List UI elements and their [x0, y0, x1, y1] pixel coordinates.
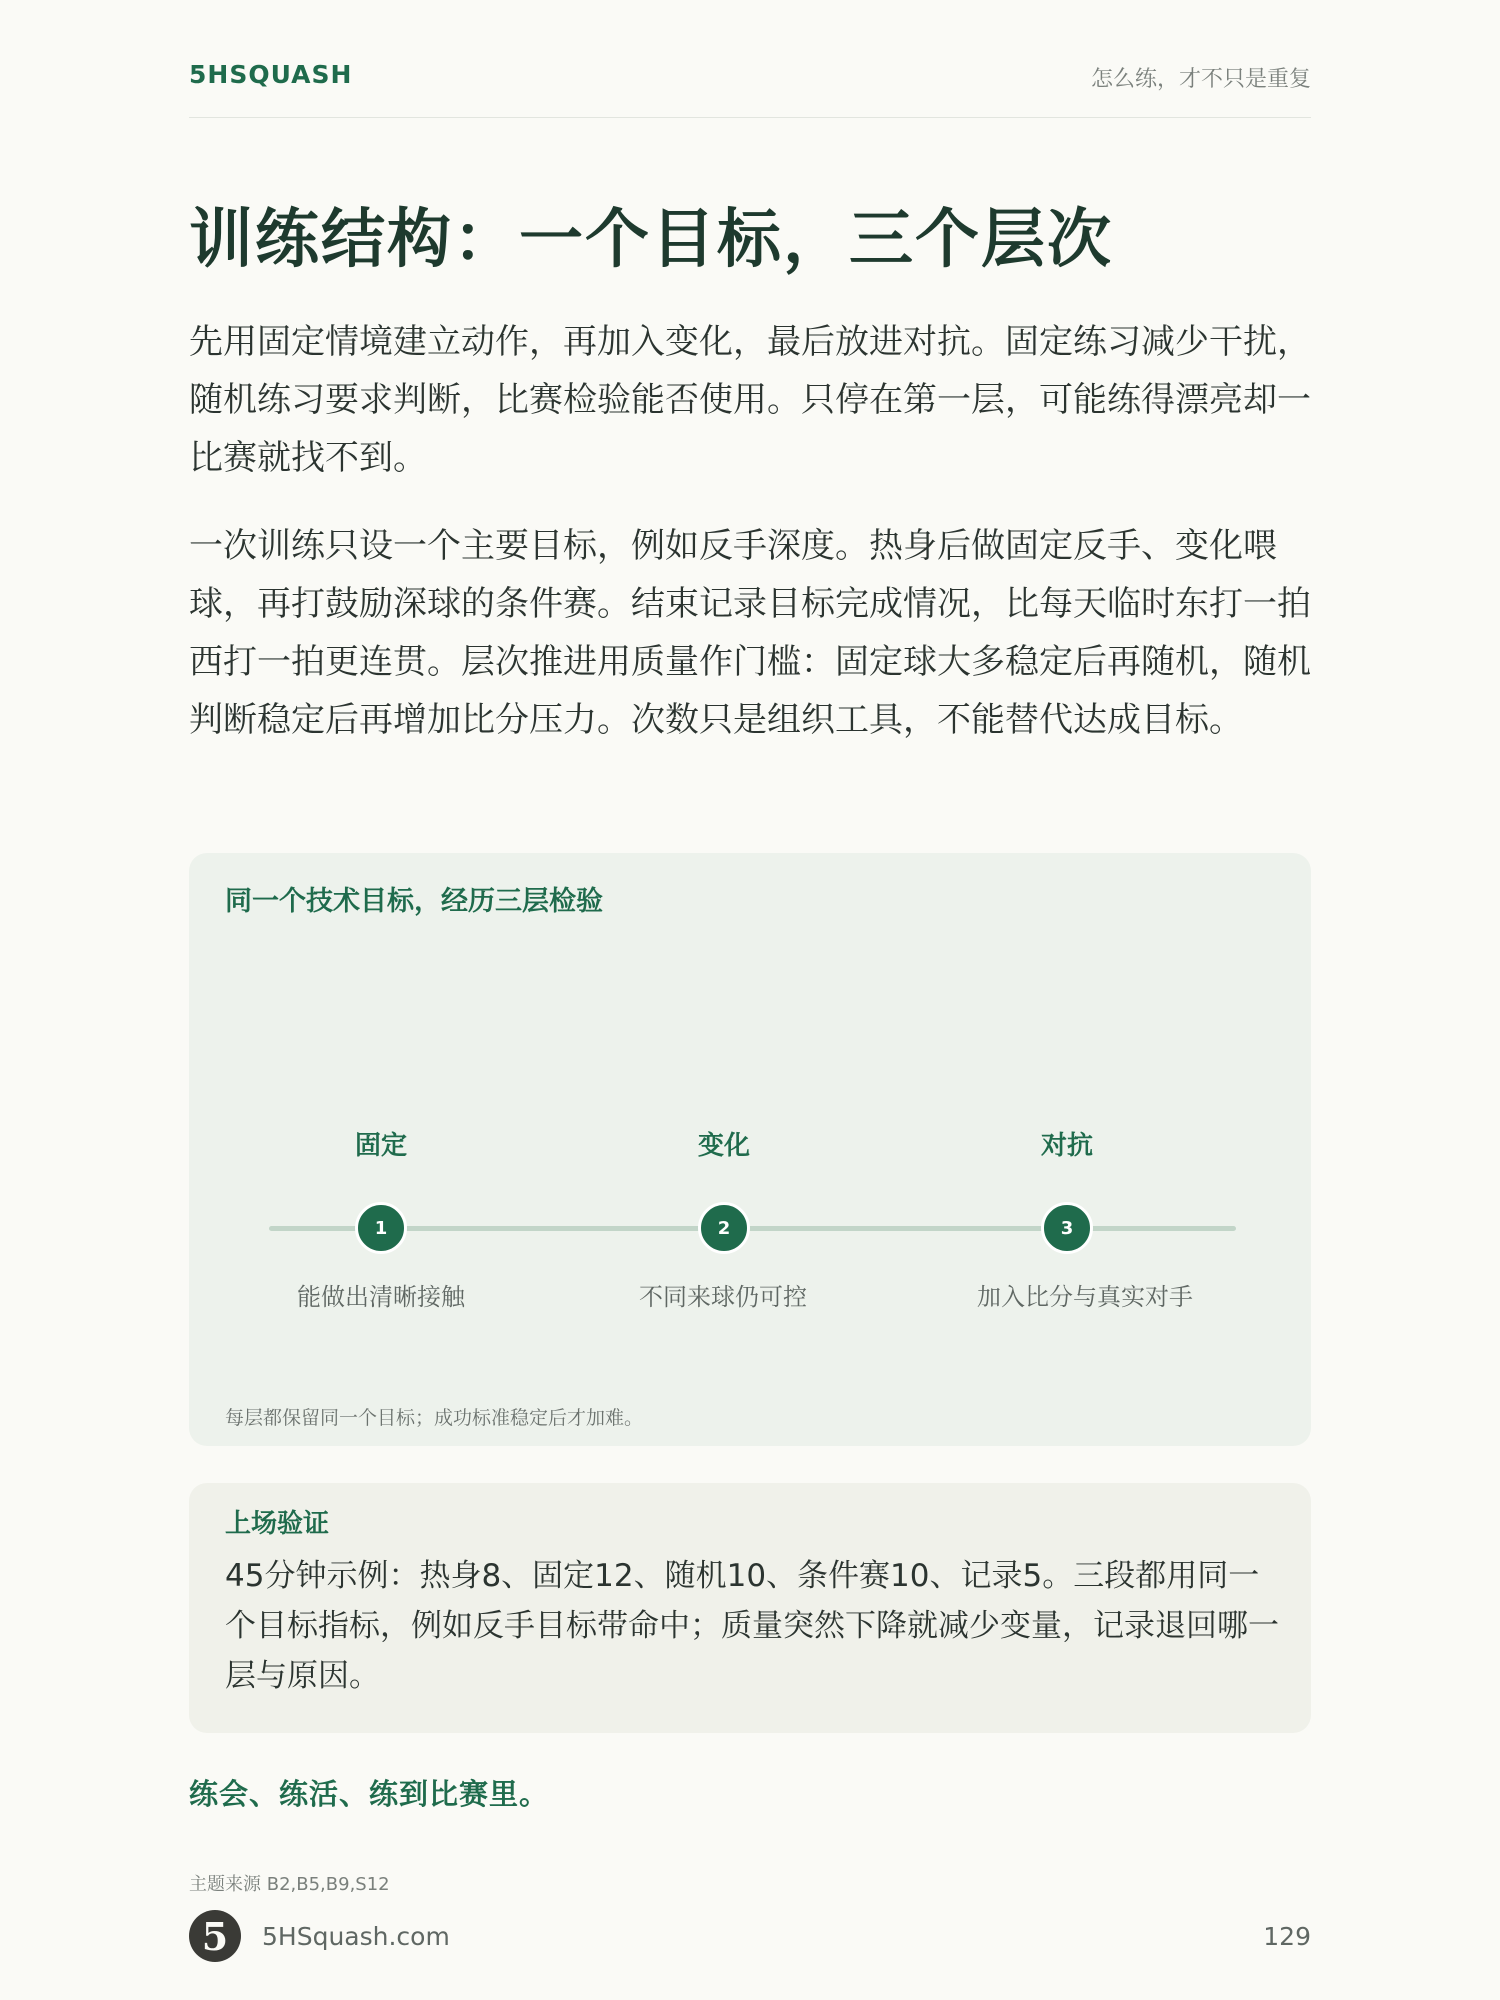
stage-label-competition: 对抗: [1040, 1131, 1093, 1161]
stage-label-variation: 变化: [697, 1131, 750, 1161]
brand-name: 5HSQUASH: [189, 60, 353, 89]
diagram-note: 每层都保留同一个目标；成功标准稳定后才加难。: [225, 1407, 644, 1429]
stage-node-1: 1: [355, 1202, 407, 1254]
verify-body: 45分钟示例：热身8、固定12、随机10、条件赛10、记录5。三段都用同一个目标指标，例如反手目标带命中；质量突然下降就减少变量，记录退回哪一层与原因。: [225, 1558, 1279, 1694]
body-paragraph-1: 先用固定情境建立动作，再加入变化，最后放进对抗。固定练习减少干扰，随机练习要求判断，比赛检验能否使用。只停在第一层，可能练得漂亮却一比赛就找不到。: [189, 322, 1311, 478]
verify-title: 上场验证: [225, 1509, 330, 1539]
stage-desc-competition: 加入比分与真实对手: [977, 1283, 1193, 1311]
page-header: [189, 58, 1311, 118]
verify-card: [189, 1483, 1311, 1733]
page-title: 训练结构：一个目标，三个层次: [189, 203, 1113, 277]
logo-glyph: 5: [201, 1913, 229, 1959]
source-note: 主题来源 B2,B5,B9,S12: [189, 1874, 390, 1895]
site-link[interactable]: 5HSquash.com: [262, 1922, 450, 1951]
page-number: 129: [1263, 1922, 1311, 1951]
stage-desc-fixed: 能做出清晰接触: [297, 1283, 465, 1311]
body-paragraph-2: 一次训练只设一个主要目标，例如反手深度。热身后做固定反手、变化喂球，再打鼓励深球的条件赛。结束记录目标完成情况，比每天临时东打一拍西打一拍更连贯。层次推进用质量作门槛：固定球大多稳定后再随机，随机判断稳定后再增加比分压力。次数只是组织工具，不能替代达成目标。: [189, 526, 1311, 740]
diagram-title: 同一个技术目标，经历三层检验: [225, 886, 603, 917]
stage-node-2: 2: [698, 1202, 750, 1254]
tagline: 练会、练活、练到比赛里。: [189, 1777, 550, 1811]
logo-icon: [189, 1910, 241, 1962]
stage-diagram-card: [189, 853, 1311, 1446]
stage-label-fixed: 固定: [354, 1131, 407, 1161]
running-title: 怎么练，才不只是重复: [1090, 67, 1311, 92]
stage-node-3: 3: [1041, 1202, 1093, 1254]
stage-desc-variation: 不同来球仍可控: [639, 1283, 807, 1311]
